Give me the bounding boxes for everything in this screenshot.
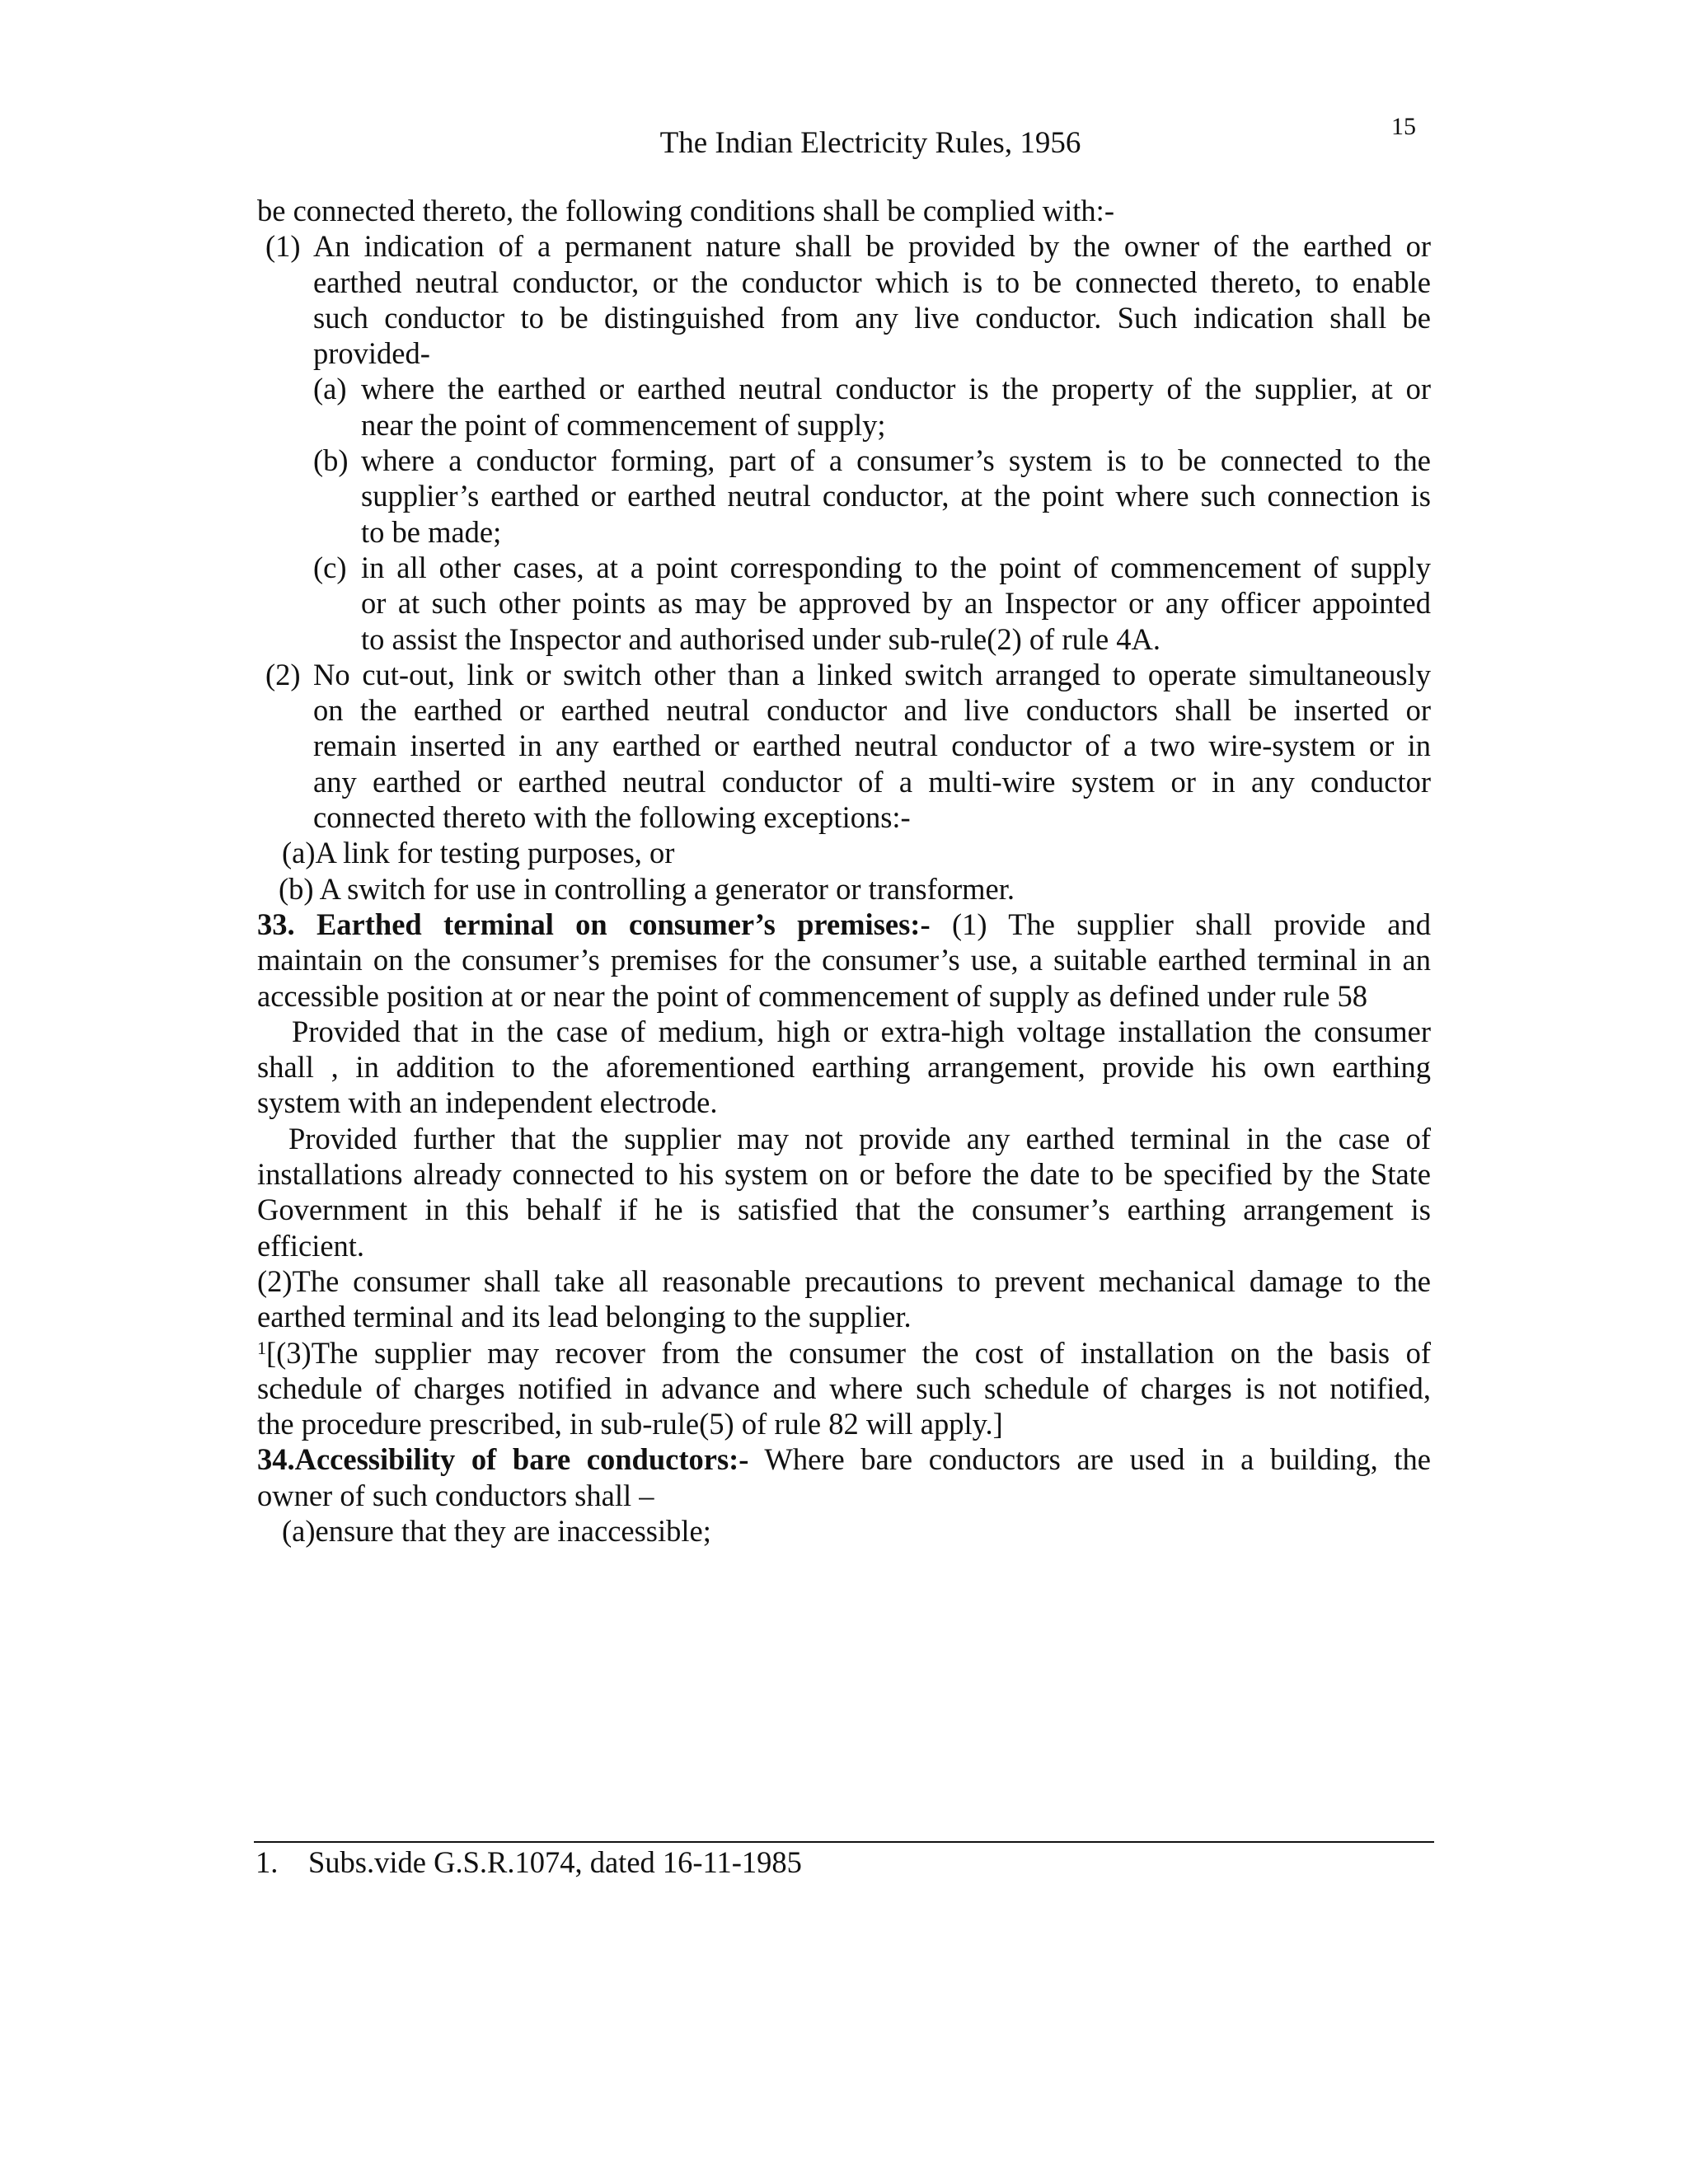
running-header: The Indian Electricity Rules, 1956	[659, 126, 1081, 160]
subclause-marker: (b)	[313, 443, 349, 478]
rule32-clause-2-line: any earthed or earthed neutral conductor of a multi-wire system or in any conductor	[313, 764, 1431, 799]
rule33-proviso-2: Provided further that the supplier may not provide any earthed terminal in the case of	[288, 1121, 1431, 1155]
rule33-subrule-2-line: earthed terminal and its lead belonging to the supplier.	[257, 1300, 912, 1334]
rule34-line: owner of such conductors shall –	[257, 1478, 654, 1512]
rule33-proviso-1: Provided that in the case of medium, high or extra-high voltage installation the consumer	[292, 1014, 1431, 1048]
rule32-clause-2	[257, 657, 1431, 692]
rule32-clause-2-line: connected thereto with the following exceptions:-	[313, 800, 911, 835]
clause-text: No cut-out, link or switch other than a linked switch arranged to operate simultaneously	[313, 657, 1431, 691]
opening-line: be connected thereto, the following conditions shall be complied with:-	[257, 194, 1114, 227]
rule32-subclause-c	[257, 550, 1431, 585]
document-body	[257, 193, 1431, 1549]
rule32-clause-2-line: on the earthed or earthed neutral conductor and live conductors shall be inserted or	[313, 693, 1431, 728]
rule34-item-a: (a)ensure that they are inaccessible;	[282, 1513, 711, 1548]
rule33-subrule-3	[257, 1335, 1431, 1371]
rule33-heading: 33. Earthed terminal on consumer’s premises:-	[257, 907, 931, 941]
clause-marker: (2)	[265, 657, 301, 691]
rule32-clause-1	[257, 228, 1431, 264]
rule33-proviso-1-line: system with an independent electrode.	[257, 1085, 718, 1120]
rule32-clause-2-line: remain inserted in any earthed or earthed neutral conductor of a two wire-system or in	[313, 729, 1431, 763]
rule32-subclause-c-line: or at such other points as may be approved by an Inspector or any officer appointed	[361, 586, 1431, 621]
rule34-heading-line	[257, 1441, 1431, 1477]
rule33-line: maintain on the consumer’s premises for the consumer’s use, a suitable earthed terminal in an	[257, 943, 1431, 977]
rule32-subclause-c-line: to assist the Inspector and authorised under sub-rule(2) of rule 4A.	[361, 621, 1161, 656]
page-number: 15	[1391, 113, 1416, 140]
rule33-subrule-3-line: schedule of charges notified in advance and where such schedule of charges is not notified,	[257, 1371, 1431, 1405]
rule34-text: Where bare conductors are used in a building, the	[748, 1442, 1431, 1477]
footnote-reference: 1	[257, 1337, 266, 1358]
rule33-proviso-1-line: shall , in addition to the aforementioned earthing arrangement, provide his own earthing	[257, 1050, 1431, 1085]
rule33-proviso-2-line: Government in this behalf if he is satisfied that the consumer’s earthing arrangement is	[257, 1193, 1431, 1227]
rule32-clause-1-line: earthed neutral conductor, or the conductor which is to be connected thereto, to enable	[313, 265, 1431, 299]
footnote-number: 1.	[256, 1845, 279, 1879]
subclause-text: where a conductor forming, part of a consumer’s system is to be connected to the	[361, 443, 1431, 478]
rule33-proviso-2-line: efficient.	[257, 1228, 365, 1263]
rule33-line: accessible position at or near the point of commencement of supply as defined under rule 58	[257, 978, 1368, 1013]
subclause-marker: (a)	[313, 372, 347, 406]
rule32-clause-1-line: provided-	[313, 336, 430, 371]
rule32-clause-1-line: such conductor to be distinguished from any live conductor. Such indication shall be	[313, 300, 1431, 335]
subclause-marker: (c)	[313, 550, 347, 584]
rule32-subclause-b-line: supplier’s earthed or earthed neutral conductor, at the point where such connection is	[361, 479, 1431, 513]
rule33-subrule-3-text: [(3)The supplier may recover from the consumer the cost of installation on the basis of	[266, 1335, 1431, 1370]
rule32-subclause-a	[257, 371, 1431, 406]
subclause-text: where the earthed or earthed neutral conductor is the property of the supplier, at or	[361, 372, 1431, 406]
exception-a: (a)A link for testing purposes, or	[282, 836, 675, 870]
exception-b: (b) A switch for use in controlling a generator or transformer.	[279, 871, 1015, 906]
rule33-text: (1) The supplier shall provide and	[930, 907, 1431, 941]
rule32-subclause-a-line: near the point of commencement of supply;	[361, 407, 886, 442]
footnote	[256, 1844, 802, 1881]
rule33-subrule-2: (2)The consumer shall take all reasonable precautions to prevent mechanical damage to the	[257, 1263, 1431, 1298]
rule33-subrule-3-line: the procedure prescribed, in sub-rule(5) of rule 82 will apply.]	[257, 1407, 1003, 1441]
clause-text: An indication of a permanent nature shall be provided by the owner of the earthed or	[313, 229, 1431, 264]
rule32-subclause-b	[257, 443, 1431, 478]
rule34-heading: 34.Accessibility of bare conductors:-	[257, 1442, 749, 1477]
footnote-text: Subs.vide G.S.R.1074, dated 16-11-1985	[308, 1845, 802, 1879]
footnote-divider	[254, 1841, 1434, 1843]
rule33-heading-line	[257, 907, 1431, 942]
rule32-subclause-b-line: to be made;	[361, 514, 502, 549]
rule33-proviso-2-line: installations already connected to his system on or before the date to be specified by the State	[257, 1157, 1431, 1192]
clause-marker: (1)	[265, 229, 301, 264]
subclause-text: in all other cases, at a point corresponding to the point of commencement of supply	[361, 550, 1431, 584]
